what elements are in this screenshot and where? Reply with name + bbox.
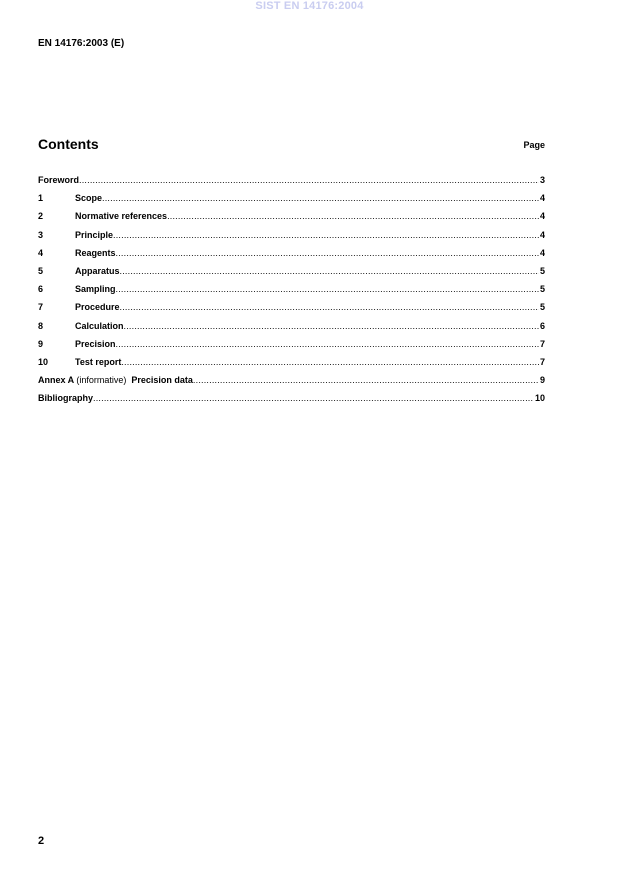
toc-entry-number: 5 bbox=[38, 265, 44, 276]
annex-title: Precision data bbox=[131, 375, 193, 386]
toc-dot-leader bbox=[167, 211, 539, 221]
toc-dot-leader bbox=[120, 302, 539, 312]
toc-entry-title: Sampling bbox=[75, 284, 116, 295]
toc-dot-leader bbox=[93, 393, 534, 403]
toc-annex-title bbox=[38, 375, 193, 385]
toc-dot-leader bbox=[193, 375, 539, 385]
toc-entry-reagents[interactable] bbox=[38, 248, 545, 266]
toc-entry-page: 7 bbox=[539, 356, 545, 367]
toc-dot-leader bbox=[79, 175, 539, 185]
toc-entry-number: 4 bbox=[38, 247, 44, 258]
toc-entry-normative-references[interactable] bbox=[38, 211, 545, 229]
toc-entry-number: 2 bbox=[38, 211, 44, 222]
toc-dot-leader bbox=[116, 284, 539, 294]
toc-dot-leader bbox=[116, 339, 539, 349]
toc-entry-procedure[interactable] bbox=[38, 302, 545, 320]
toc-entry-test-report[interactable] bbox=[38, 357, 545, 375]
toc-dot-leader bbox=[124, 321, 539, 331]
toc-entry-title: Precision bbox=[75, 338, 116, 349]
toc-entry-foreword[interactable] bbox=[38, 175, 545, 193]
contents-heading: Contents bbox=[38, 136, 99, 152]
toc-entry-principle[interactable] bbox=[38, 230, 545, 248]
toc-dot-leader bbox=[116, 248, 539, 258]
toc-entry-page: 4 bbox=[539, 247, 545, 258]
toc-entry-page: 5 bbox=[539, 284, 545, 295]
toc-entry-page: 3 bbox=[539, 175, 545, 185]
toc-entry-number: 7 bbox=[38, 302, 44, 313]
watermark: SIST EN 14176:2004 bbox=[255, 0, 364, 12]
toc-entry-bibliography[interactable] bbox=[38, 393, 545, 411]
toc-entry-page: 9 bbox=[539, 375, 545, 386]
toc-entry-number: 9 bbox=[38, 338, 44, 349]
table-of-contents bbox=[38, 175, 545, 411]
toc-entry-apparatus[interactable] bbox=[38, 266, 545, 284]
page-number: 2 bbox=[38, 835, 45, 847]
toc-dot-leader bbox=[121, 357, 539, 367]
toc-entry-number: 8 bbox=[38, 320, 44, 331]
toc-entry-page: 7 bbox=[539, 338, 545, 349]
toc-entry-annex-a[interactable] bbox=[38, 375, 545, 393]
toc-dot-leader bbox=[113, 230, 539, 240]
toc-entry-page: 5 bbox=[539, 265, 545, 276]
toc-entry-title: Foreword bbox=[38, 175, 80, 185]
toc-entry-title: Calculation bbox=[75, 320, 124, 331]
toc-entry-title: Principle bbox=[75, 229, 114, 240]
toc-entry-page: 5 bbox=[539, 302, 545, 313]
toc-entry-title: Test report bbox=[75, 356, 122, 367]
toc-entry-number: 1 bbox=[38, 193, 44, 204]
toc-entry-number: 6 bbox=[38, 284, 44, 295]
toc-entry-page: 4 bbox=[539, 193, 545, 204]
page-column-heading: Page bbox=[523, 140, 545, 150]
toc-entry-title: Reagents bbox=[75, 247, 116, 258]
toc-entry-title: Normative references bbox=[75, 211, 168, 222]
toc-dot-leader bbox=[102, 193, 539, 203]
toc-entry-sampling[interactable] bbox=[38, 284, 545, 302]
toc-entry-page: 10 bbox=[534, 393, 545, 404]
toc-entry-page: 4 bbox=[539, 211, 545, 222]
toc-dot-leader bbox=[120, 266, 539, 276]
toc-entry-number: 10 bbox=[38, 356, 49, 367]
toc-entry-title: Apparatus bbox=[75, 265, 120, 276]
toc-entry-title: Bibliography bbox=[38, 393, 94, 404]
annex-qualifier: (informative) bbox=[76, 375, 127, 386]
toc-entry-precision[interactable] bbox=[38, 339, 545, 357]
toc-entry-scope[interactable] bbox=[38, 193, 545, 211]
toc-entry-number: 3 bbox=[38, 229, 44, 240]
document-code: EN 14176:2003 (E) bbox=[38, 38, 125, 49]
toc-entry-page: 4 bbox=[539, 229, 545, 240]
annex-label: Annex A bbox=[38, 375, 74, 386]
toc-entry-title: Scope bbox=[75, 193, 103, 204]
toc-entry-calculation[interactable] bbox=[38, 321, 545, 339]
toc-entry-title: Procedure bbox=[75, 302, 120, 313]
toc-entry-page: 6 bbox=[539, 320, 545, 331]
